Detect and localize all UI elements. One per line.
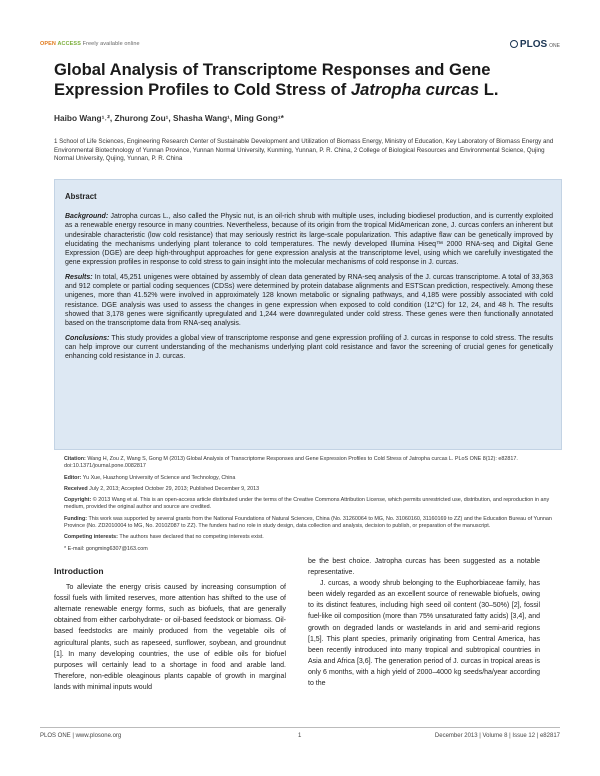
abstract-conclusions: [65, 334, 553, 362]
footer-journal: PLOS ONE | www.plosone.org: [40, 733, 122, 739]
competing-label: Competing interests:: [64, 534, 118, 541]
dates-label: Received: [64, 485, 88, 492]
copyright: [64, 497, 552, 512]
dates-text: July 2, 2013; Accepted October 29, 2013; Published December 9, 2013: [87, 485, 260, 492]
introduction-heading: Introduction: [54, 566, 104, 576]
author-list: Haibo Wang¹˒², Zhurong Zou¹, Shasha Wang¹, Ming Gong¹*: [54, 113, 284, 123]
one-logo-text: ONE: [549, 43, 560, 49]
footer-issue: December 2013 | Volume 8 | Issue 12 | e82817: [434, 733, 560, 739]
access-label: ACCESS: [57, 41, 81, 47]
page-number: 1: [298, 733, 302, 739]
results-label: Results:: [65, 273, 93, 281]
freely-available-label: Freely available online: [82, 41, 140, 47]
intro-paragraph-1-cont: be the best choice. Jatropha curcas has been suggested as a notable representative.: [308, 558, 540, 577]
corresponding-email: * E-mail: gongming6307@163.com: [64, 545, 148, 552]
funding-text: This work was supported by several grants from the National Foundations of Natural Sciences, China (No. 31260064 to MG, No. 31060160, 31160169 to ZZ) and the Education Bureau of Yunnan Province (No. ZD2010004 to MG, No. 2010Z087 to ZZ). The funders had no role in study design, data collection and analysis, decision to publish, or preparation of the manuscript.: [64, 515, 552, 530]
title-main: Global Analysis of Transcriptome Responses and Gene Expression Profiles to Cold Stress of: [54, 60, 491, 99]
competing-interests: [64, 534, 552, 541]
competing-text: The authors have declared that no competing interests exist.: [117, 534, 264, 541]
dates: [64, 486, 552, 493]
conclusions-text: This study provides a global view of transcriptome response and gene expression profiling of J. curcas in response to cold stress. The results can help improve our current understanding of the mechanisms underlying plant cold resistance and favor the screening of crucial genes for genetically enhancing cold resistance in J. curcas.: [65, 334, 553, 361]
plos-one-logo: [510, 39, 560, 50]
intro-paragraph-2: J. curcas, a woody shrub belonging to the Euphorbiaceae family, has been widely regarded as an excellent source of renewable biofuels, owing to its distinct features, including high seed oil content (30–50%) [2], fossil fuel-like oil composition (more than 75% unsaturated fatty acids) [3,4], and growth on degraded lands or wastelands in arid and semi-arid regions [1,5]. This plant species, primarily originating from Central America, has been recently introduced into many tropical and subtropical countries in Asia and Africa [3,6]. The generation period of J. curcas in tropical areas is only 6 months, with a high yield of 2000–4000 kg seeds/ha/year according to the: [308, 580, 540, 688]
background-text: Jatropha curcas L., also called the Physic nut, is an oil-rich shrub with multiple uses, including biodiesel production, and is currently exploited as a renewable energy resource in many countries. Nevertheless, because of its origin from the tropical MidAmerican zone, J. curcas confers an inherent but undesirable characteristic (low cold resistance) that may seriously restrict its large-scale popularization. This adaptive flaw can be genetically improved by elucidating the mechanisms underlying plant tolerance to cold temperatures. The newly developed Illumina Hiseq™ 2000 RNA-seq and Digital Gene Expression (DGE) are deep high-throughput approaches for gene expression analysis at the transcriptome level, using which we carefully investigated the gene expression profiles in response to cold stress to gain insight into the molecular mechanisms of cold response in J. curcas.: [65, 213, 553, 267]
footer-divider: [40, 727, 560, 728]
funding: [64, 516, 552, 531]
abstract-results: [65, 273, 553, 329]
copyright-text: © 2013 Wang et al. This is an open-access article distributed under the terms of the Creative Commons Attribution License, which permits unrestricted use, distribution, and reproduction in any medium, provided the original author and source are credited.: [64, 497, 550, 511]
conclusions-label: Conclusions:: [65, 334, 110, 342]
body-column-left: [54, 566, 286, 693]
plos-logo-text: PLOS: [519, 39, 548, 50]
citation-label: Citation:: [64, 456, 86, 462]
editor-text: Yu Xue, Huazhong University of Science and Technology, China: [81, 474, 236, 481]
article-title: [54, 60, 554, 100]
affiliations: 1 School of Life Sciences, Engineering Research Center of Sustainable Development and Utilization of Biomass Energy, Ministry of Education, Key Laboratory of Biomass Energy and Environmental Biotechnology of Yunnan Province, Yunnan Normal University, Kunming, Yunnan, P. R. China, 2 College of Biological Resources and Environmental Science, Qujing Normal University, Qujing, Yunnan, P. R. China: [54, 138, 554, 163]
editor: [64, 475, 552, 482]
abstract-background: [65, 212, 553, 268]
background-label: Background:: [65, 213, 109, 220]
page-footer: [40, 733, 560, 745]
article-metadata: [64, 456, 552, 557]
editor-label: Editor:: [64, 474, 82, 481]
funding-label: Funding:: [64, 515, 88, 522]
journal-header: [40, 39, 560, 53]
abstract-box: [54, 179, 562, 450]
plos-logo-icon: [510, 40, 518, 48]
open-access-badge: [40, 41, 140, 47]
citation-text: Wang H, Zou Z, Wang S, Gong M (2013) Global Analysis of Transcriptome Responses and Gene Expression Profiles to Cold Stress of Jatropha curcas L. PLoS ONE 8(12): e82817. doi:10.1371/journal.pone.0082817: [64, 456, 518, 470]
copyright-label: Copyright:: [64, 497, 92, 504]
intro-paragraph-1: To alleviate the energy crisis caused by increasing consumption of fossil fuels with limited reserves, more attention has shifted to the use of alternate renewable energy forms, such as biofuels, that are generally obtained from either carbohydrate- or oil-based feedstock or biomass. Oil-based feedstocks are mainly produced from the vegetable oils of agricultural plants, such as rapeseed, sunflower, soybean, and groundnut [1]. In many developing countries, the use of edible oils for biofuel purposes will certainly lead to a shortage in food and arable land. Therefore, non-edible oleaginous plants capable of growth in marginal lands with minimal inputs would: [54, 584, 286, 691]
body-column-right: [308, 556, 540, 689]
abstract-heading: Abstract: [65, 192, 97, 201]
abstract-body: [65, 212, 553, 366]
open-label: OPEN: [40, 41, 56, 47]
title-end: L.: [479, 80, 499, 99]
title-species: Jatropha curcas: [350, 80, 480, 99]
results-text: In total, 45,251 unigenes were obtained by assembly of clean data generated by RNA-seq analysis of the J. curcas transcriptome. A total of 33,363 and 912 complete or partial coding sequences (CDSs) were determined by protein database alignments and ESTScan prediction, respectively. Among these unigenes, more than 41.52% were involved in approximately 128 known metabolic or signaling pathways, and 4,185 were possibly associated with cold resistance. DGE analysis was used to assess the changes in gene expression when exposed to cold condition (12°C) for 12, 24, and 48 h. The results showed that 3,178 genes were significantly upregulated and 1,244 were downregulated under cold stress. These genes were then functionally annotated based on the transcriptome data from RNA-seq analysis.: [65, 273, 553, 328]
citation: [64, 456, 552, 471]
